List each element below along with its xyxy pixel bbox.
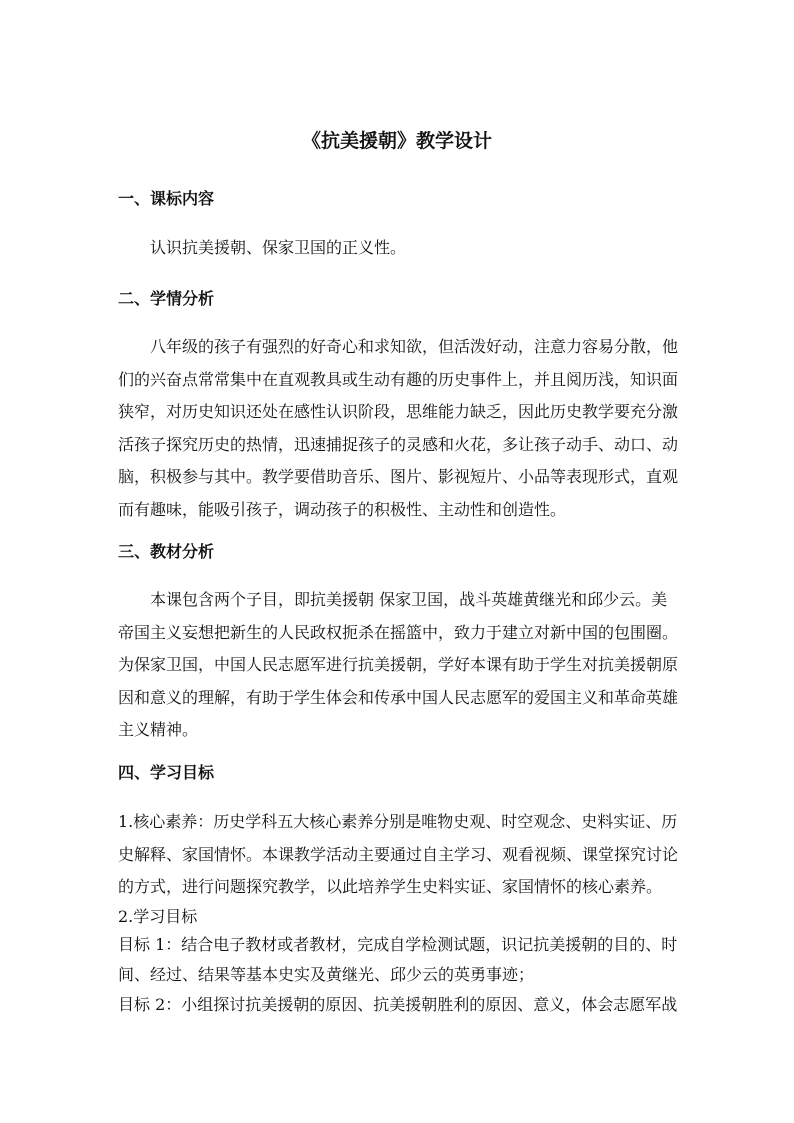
text-line: 脑，积极参与其中。教学要借助音乐、图片、影视短片、小品等表现形式，直观: [118, 467, 679, 486]
text-line: 间、经过、结果等基本史实及黄继光、邱少云的英勇事迹；: [118, 964, 535, 984]
section-heading-learning-objectives: 四、学习目标: [118, 763, 215, 782]
section-body-textbook-analysis: [118, 584, 678, 747]
text-line: 的方式，进行问题探究教学，以此培养学生史料实证、家国情怀的核心素养。: [118, 877, 663, 896]
text-line: 目标 2：小组探讨抗美援朝的原因、抗美援朝胜利的原因、意义，体会志愿军战: [118, 994, 678, 1014]
text-line: 主义精神。: [118, 720, 199, 739]
section-body-curriculum: [118, 232, 678, 265]
section-heading-curriculum: 一、课标内容: [118, 189, 215, 208]
section-heading-textbook-analysis: 三、教材分析: [118, 542, 215, 561]
text-line: 史解释、家国情怀。本课教学活动主要通过自主学习、观看视频、课堂探究讨论: [118, 844, 679, 864]
text-line: 帝国主义妄想把新生的人民政权扼杀在摇篮中，致力于建立对新中国的包围圈。: [118, 622, 679, 642]
text-line: 2.学习目标: [118, 906, 198, 926]
text-line: 认识抗美援朝、保家卫国的正义性。: [150, 238, 407, 257]
text-line: 目标 1：结合电子教材或者教材，完成自学检测试题，识记抗美援朝的目的、时: [118, 934, 678, 954]
text-line: 1.核心素养：历史学科五大核心素养分别是唯物史观、时空观念、史料实证、历: [118, 812, 678, 831]
text-line: 本课包含两个子目，即抗美援朝 保家卫国，战斗英雄黄继光和邱少云。美: [150, 590, 668, 609]
text-line: 们的兴奋点常常集中在直观教具或生动有趣的历史事件上，并且阅历浅，知识面: [118, 369, 679, 389]
section-body-learning-objectives: [118, 806, 678, 1020]
text-line: 而有趣味，能吸引孩子，调动孩子的积极性、主动性和创造性。: [118, 499, 567, 519]
text-line: 八年级的孩子有强烈的好奇心和求知欲，但活泼好动，注意力容易分散，他: [150, 337, 679, 356]
text-line: 活孩子探究历史的热情，迅速捕捉孩子的灵感和火花，多让孩子动手、动口、动: [118, 434, 679, 454]
text-line: 狭窄，对历史知识还处在感性认识阶段，思维能力缺乏，因此历史教学要充分激: [118, 402, 679, 421]
section-heading-learner-analysis: 二、学情分析: [118, 289, 215, 308]
section-body-learner-analysis: [118, 331, 678, 526]
document-title: 《抗美援朝》教学设计: [301, 130, 492, 152]
text-line: 因和意义的理解，有助于学生体会和传承中国人民志愿军的爱国主义和革命英雄: [118, 687, 679, 707]
text-line: 为保家卫国，中国人民志愿军进行抗美援朝，学好本课有助于学生对抗美援朝原: [118, 655, 679, 674]
